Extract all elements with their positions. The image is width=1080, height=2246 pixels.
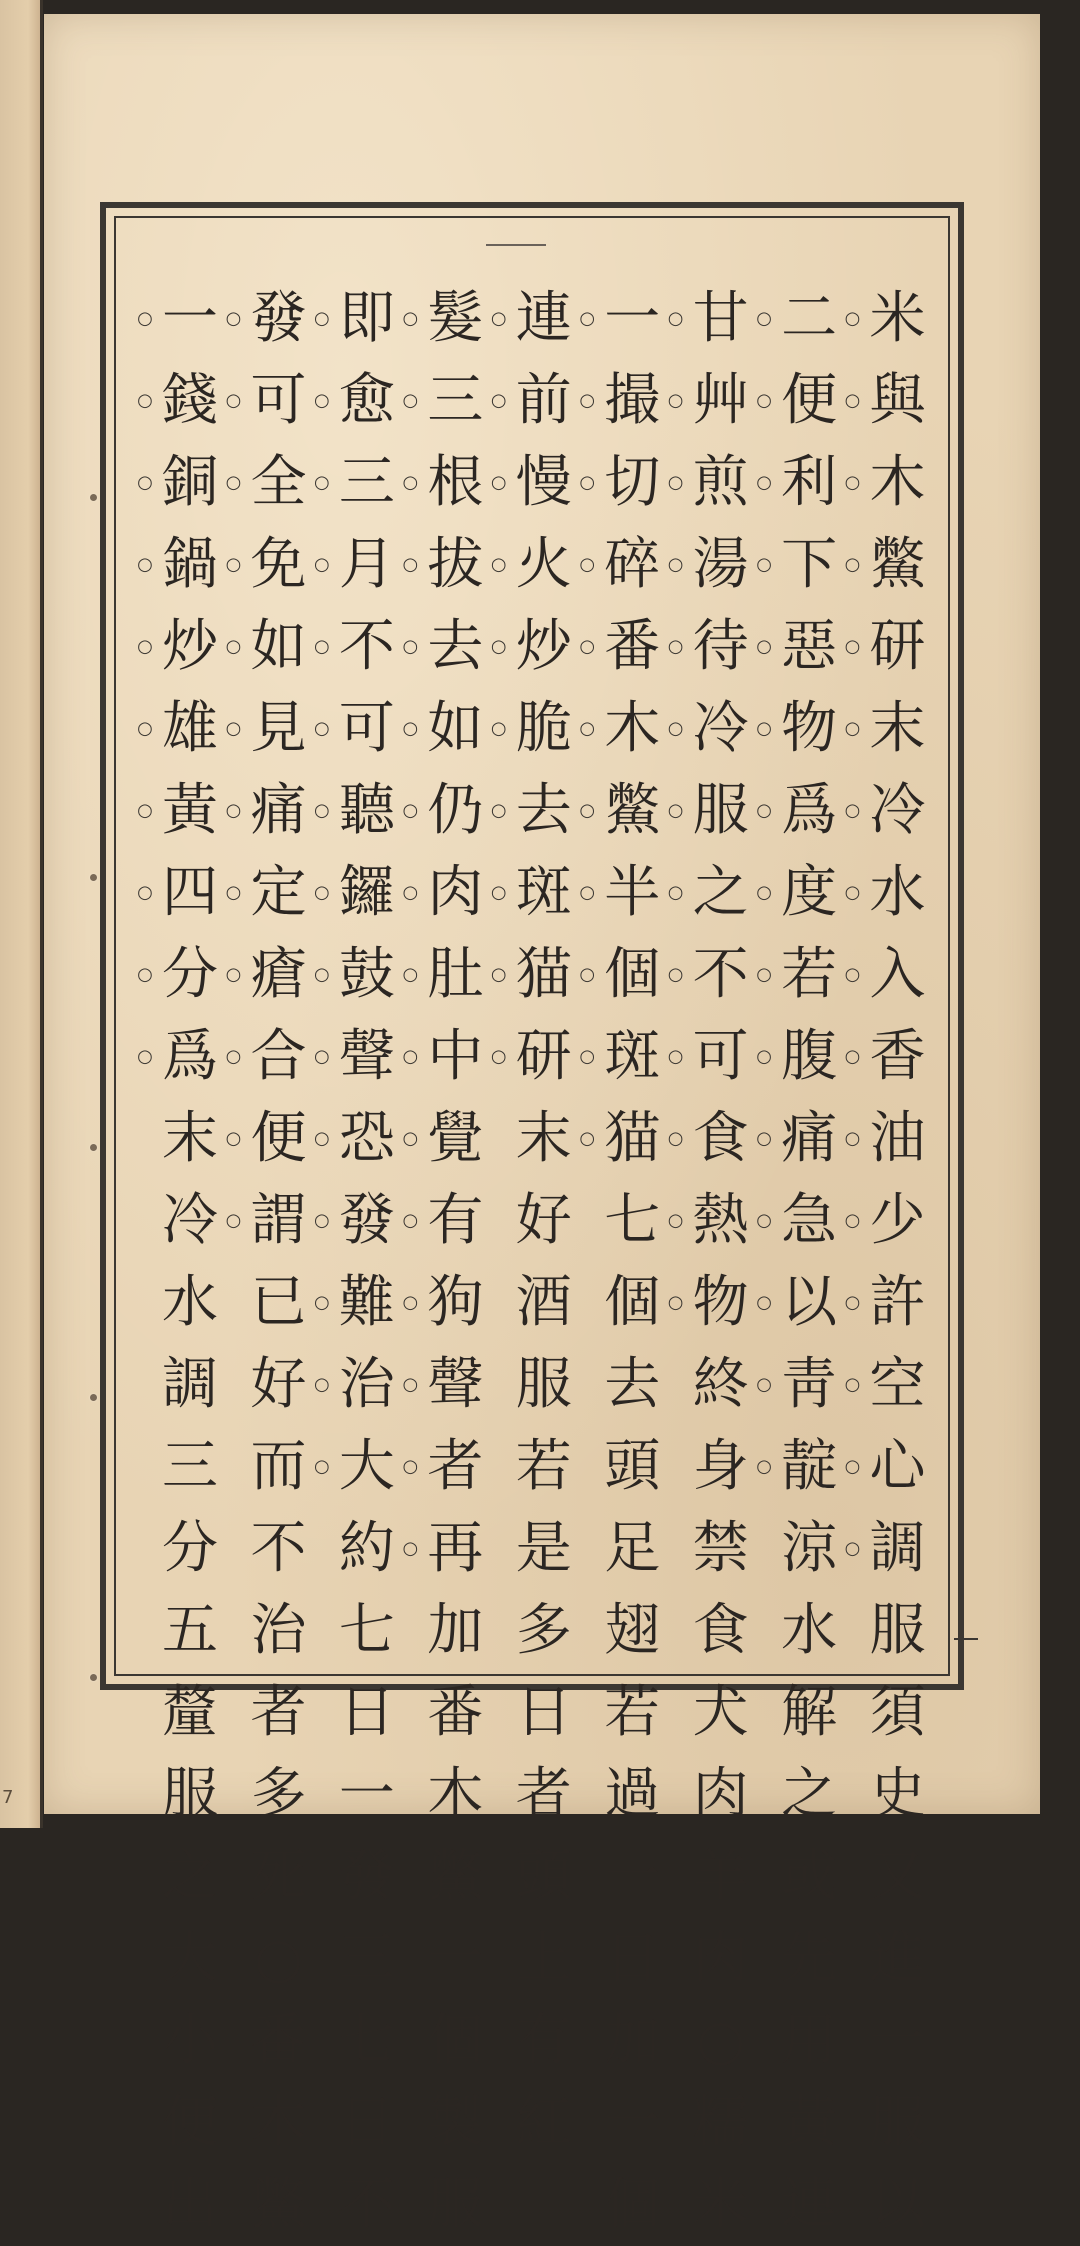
- binding-hole: [90, 1394, 97, 1401]
- column-text: 連前慢火炒脆去斑猫研末好酒服若是多日者頭上有紅: [515, 286, 572, 2155]
- text-column: [665, 278, 753, 2237]
- punctuation-marks: ○○○○○○○○○○: [137, 308, 153, 1067]
- punctuation-marks: ○○○○○○○○○○: [490, 308, 507, 1067]
- punctuation-marks: ○○○○○○○○○○○○○○○○: [402, 308, 419, 1559]
- binding-hole: [90, 494, 97, 501]
- punctuation-marks: ○○○○○○○○○○○: [579, 308, 596, 1149]
- previous-page-edge: [0, 0, 43, 1828]
- punctuation-marks: ○○○○○○○○○○○○○○○: [314, 308, 330, 1477]
- top-center-mark: [486, 244, 546, 246]
- text-column: [753, 278, 841, 2237]
- column-text: 一錢銅鍋炒雄黃四分爲末冷水調三分五釐服之大小便出: [162, 286, 218, 2237]
- binding-hole: [90, 1674, 97, 1681]
- column-text: 一撮切碎番木鱉半個斑猫七個去頭足翅若過一日加一個: [604, 286, 661, 2237]
- text-column: [222, 278, 310, 2237]
- punctuation-marks: ○○○○○○○○○○○○○○○○: [844, 308, 861, 1559]
- text-column: [399, 278, 487, 2237]
- text-column: [842, 278, 930, 2237]
- border-tick-mark: [954, 1638, 978, 1640]
- column-text: 即愈三月不可聽鑼鼓聲恐發難治大約七日一發三七日不: [338, 286, 395, 2237]
- column-text: 髮三根拔去如仍肉肚中覺有狗聲者再加番木鱉一個製服: [427, 286, 484, 2237]
- text-column: [488, 278, 576, 2155]
- inner-border-line: [114, 216, 950, 2237]
- column-text: 發可全免如見痛定瘡合便謂已好而不治者多死○番木鱉: [250, 286, 307, 2237]
- text-column: [311, 278, 399, 2237]
- punctuation-marks: ○○○○○○○○○○○○: [225, 308, 242, 1231]
- printed-border-frame: [100, 202, 964, 2237]
- column-text: 米與木鱉研末冷水入香油少許空心調服須史又進一服以: [869, 286, 926, 2237]
- punctuation-marks: ○○○○○○○○○○○○○○○: [756, 308, 772, 1477]
- text-columns: [134, 278, 930, 2237]
- book-page: [44, 14, 1040, 2237]
- text-column: [576, 278, 664, 2237]
- page-folio-number: 7: [2, 1787, 14, 1808]
- binding-hole: [90, 1144, 97, 1151]
- punctuation-marks: ○○○○○○○○○○○○○: [667, 308, 684, 1313]
- column-text: 二便利下惡物爲度若腹痛急以靑靛涼水解之或先用黃連: [781, 286, 838, 2237]
- column-text: 甘艸煎湯待冷服之不可食熱物終身禁食犬肉羊肉○糯米: [692, 286, 749, 2237]
- binding-hole: [90, 874, 97, 881]
- text-column: [134, 278, 222, 2237]
